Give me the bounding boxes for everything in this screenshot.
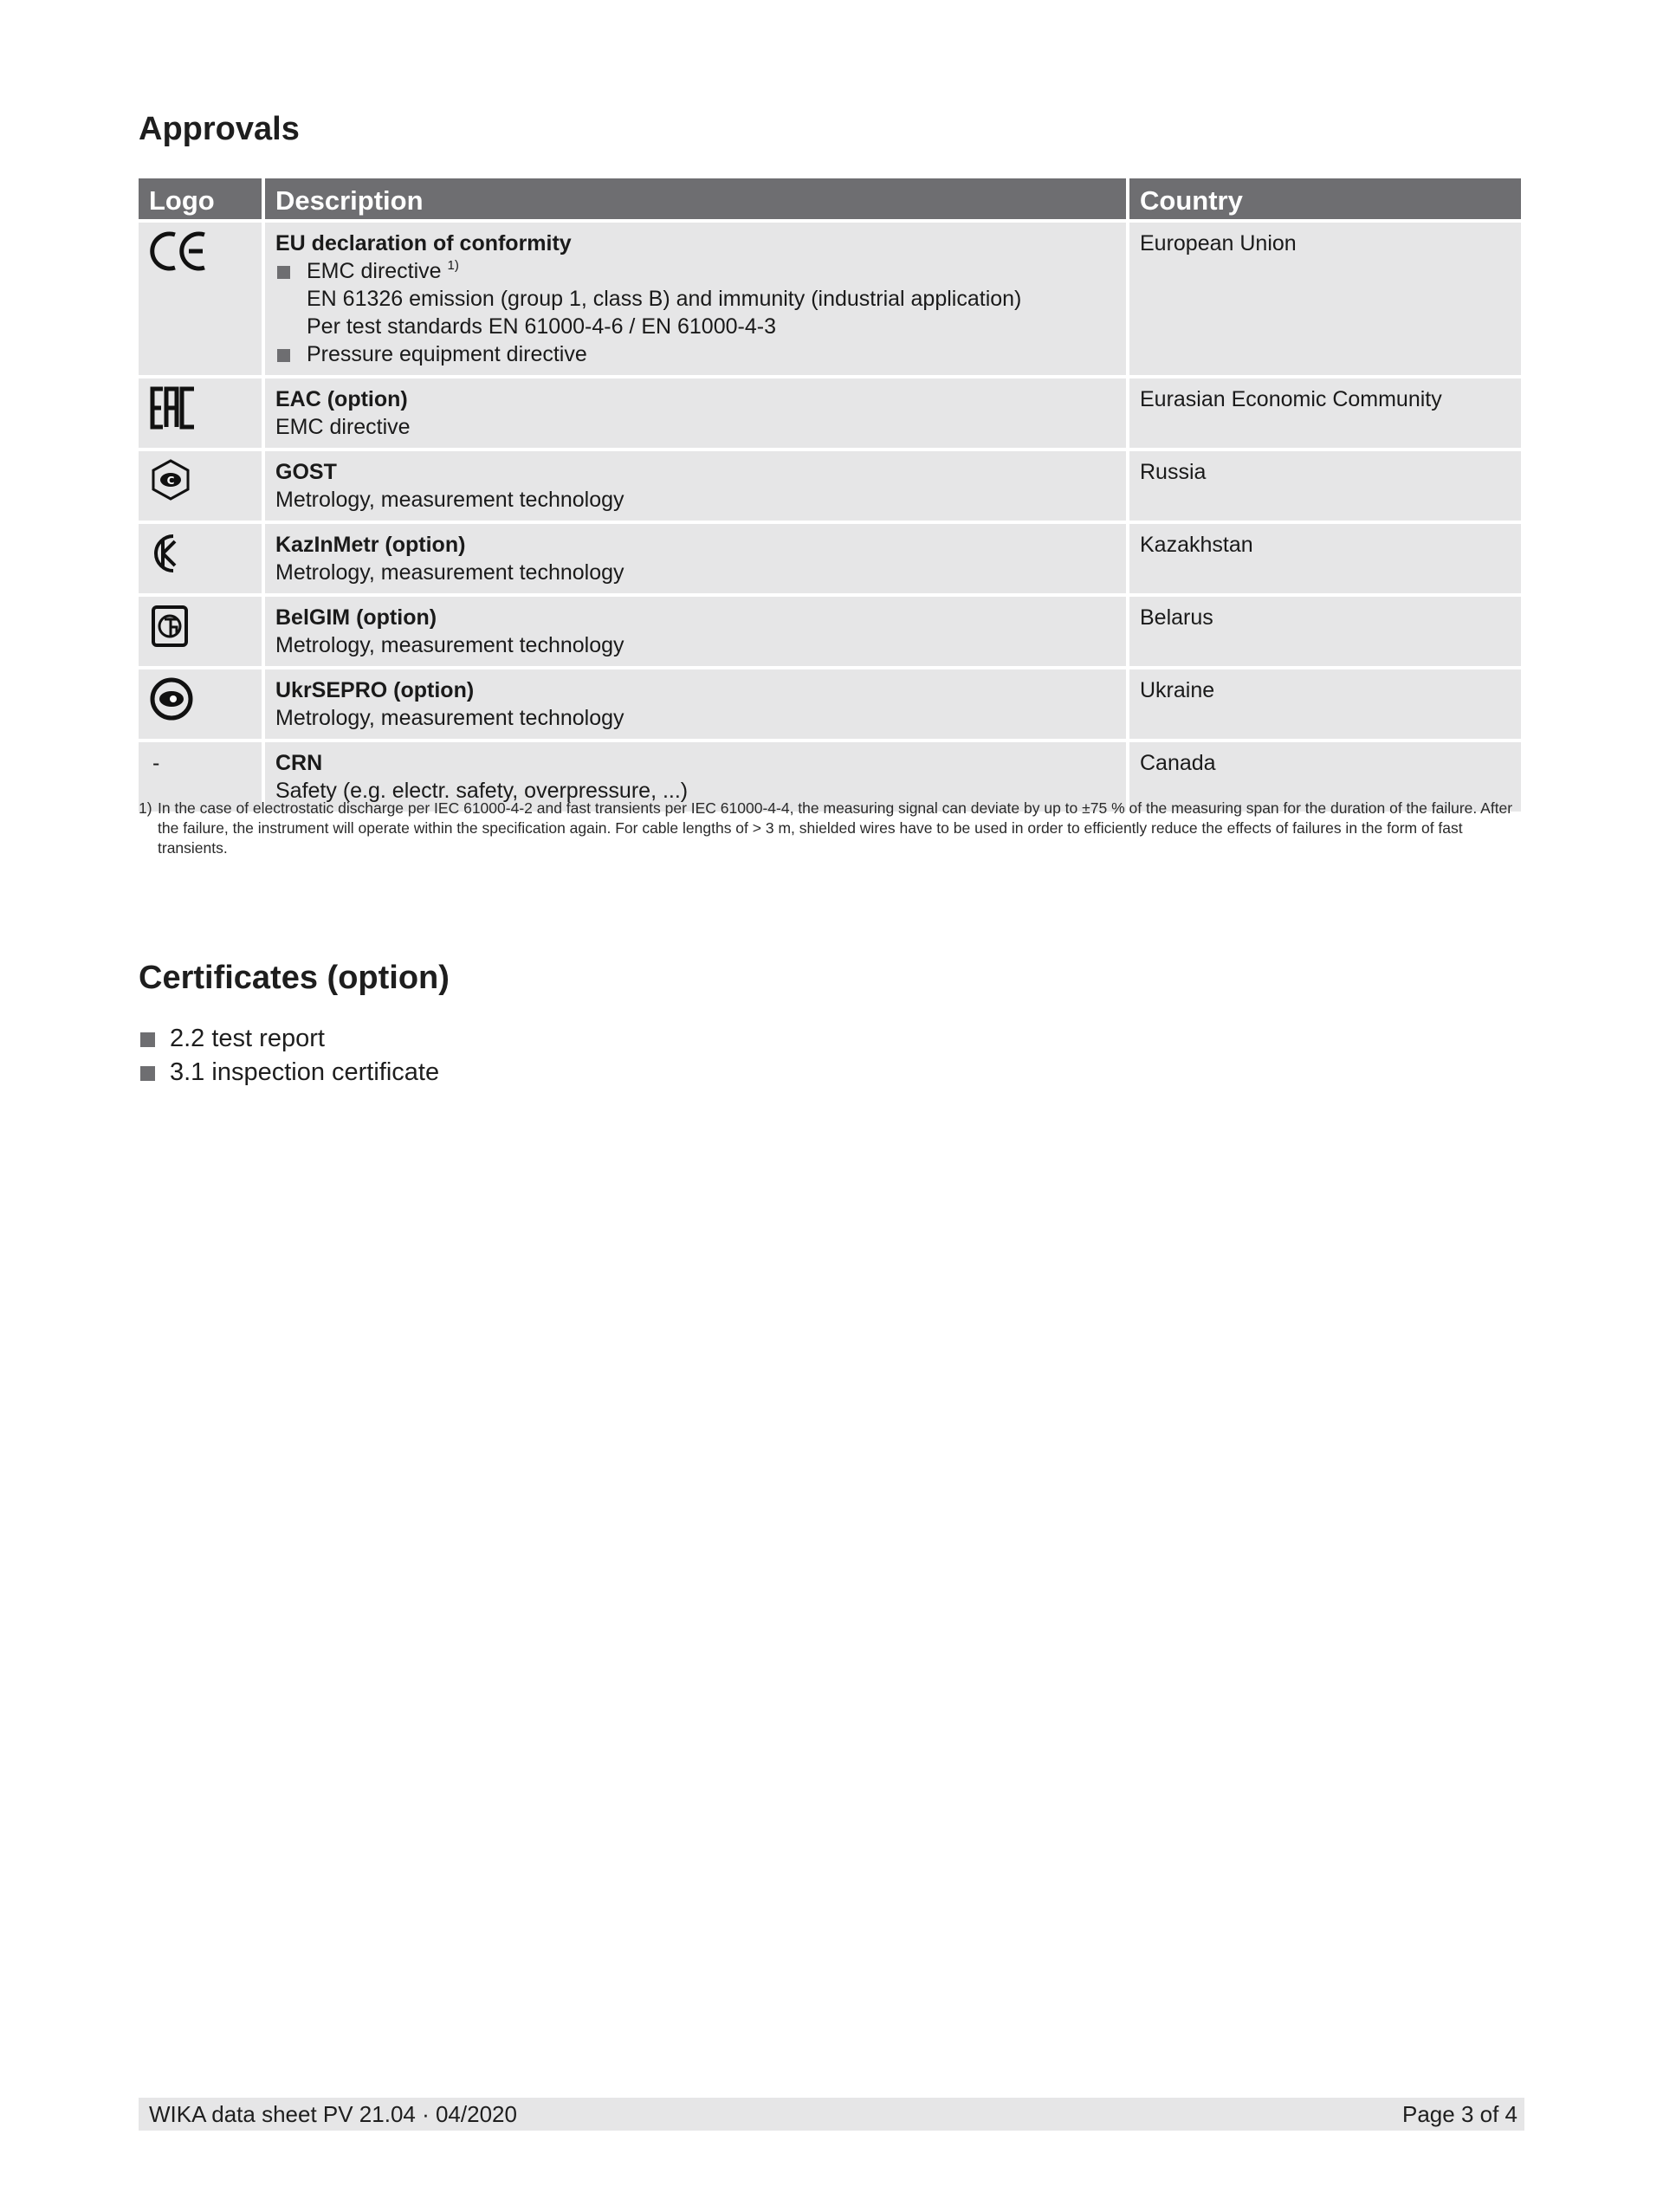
description-text: Metrology, measurement technology — [275, 488, 624, 512]
description-text: Metrology, measurement technology — [275, 706, 624, 730]
list-item — [275, 257, 1116, 285]
svg-text:C: C — [166, 475, 175, 487]
logo-cell — [139, 378, 262, 448]
belgim-mark-icon — [149, 604, 192, 649]
list-item — [139, 1056, 439, 1090]
ce-mark-icon — [149, 230, 210, 273]
description-text: Safety (e.g. electr. safety, overpressure, ...) — [275, 779, 689, 803]
footnote-mark: 1) — [139, 799, 152, 817]
country-cell: Canada — [1129, 742, 1521, 812]
description-text: Metrology, measurement technology — [275, 560, 624, 585]
description-cell — [265, 451, 1126, 521]
footer-document-id: WIKA data sheet PV 21.04 · 04/2020 — [149, 2101, 517, 2127]
column-header-description: Description — [265, 178, 1126, 219]
country-cell: Belarus — [1129, 597, 1521, 666]
footnote — [139, 799, 1524, 858]
description-text: EMC directive — [307, 259, 442, 283]
country-cell: Kazakhstan — [1129, 524, 1521, 593]
list-item — [275, 340, 1116, 368]
column-header-country: Country — [1129, 178, 1521, 219]
bullet-square-icon — [140, 1032, 155, 1047]
ukrsepro-mark-icon — [149, 676, 194, 721]
table-row — [139, 451, 1521, 521]
description-text: EMC directive — [275, 415, 411, 439]
table-row — [139, 524, 1521, 593]
description-title: CRN — [275, 751, 323, 775]
table-row — [139, 378, 1521, 448]
bullet-square-icon — [277, 266, 290, 279]
country-cell: Eurasian Economic Community — [1129, 378, 1521, 448]
description-cell — [265, 524, 1126, 593]
description-cell — [265, 378, 1126, 448]
logo-placeholder: - — [152, 751, 160, 775]
description-cell — [265, 669, 1126, 739]
description-text: EN 61326 emission (group 1, class B) and immunity (industrial application) — [307, 287, 1022, 311]
kazinmetr-mark-icon — [149, 531, 192, 576]
bullet-square-icon — [277, 349, 290, 362]
description-text: Pressure equipment directive — [307, 342, 587, 366]
logo-cell — [139, 597, 262, 666]
table-row — [139, 669, 1521, 739]
description-cell — [265, 597, 1126, 666]
approvals-table — [135, 175, 1524, 815]
logo-cell — [139, 223, 262, 375]
description-text: Metrology, measurement technology — [275, 633, 624, 657]
logo-cell — [139, 524, 262, 593]
bullet-square-icon — [140, 1066, 155, 1081]
column-header-logo: Logo — [139, 178, 262, 219]
country-cell: European Union — [1129, 223, 1521, 375]
description-cell — [265, 223, 1126, 375]
list-item — [139, 1022, 439, 1056]
eac-mark-icon — [149, 385, 197, 430]
description-title: UkrSEPRO (option) — [275, 678, 475, 702]
description-title: KazInMetr (option) — [275, 533, 466, 557]
description-title: EAC (option) — [275, 387, 408, 411]
certificates-heading: Certificates (option) — [139, 960, 450, 996]
description-title: GOST — [275, 460, 337, 484]
footnote-reference: 1) — [447, 258, 459, 273]
logo-cell — [139, 451, 262, 521]
country-cell: Ukraine — [1129, 669, 1521, 739]
description-title: EU declaration of conformity — [275, 231, 572, 255]
description-title: BelGIM (option) — [275, 605, 437, 630]
footnote-text: In the case of electrostatic discharge per IEC 61000-4-2 and fast transients per IEC 61000-4-4, the measuring signal can deviate by up to ±75 % of the measuring span for the duration of the failure. After the failure, the instrument will operate within the specification again. For cable lengths of > 3 m, shielded wires have to be used in order to efficiently reduce the effects of failures in the form of fast transients. — [158, 799, 1513, 857]
logo-cell — [139, 669, 262, 739]
table-row — [139, 597, 1521, 666]
certificates-list — [139, 1022, 439, 1090]
footer-page-number: Page 3 of 4 — [1402, 2101, 1517, 2127]
certificate-label: 3.1 inspection certificate — [170, 1058, 440, 1086]
page-footer — [139, 2098, 1524, 2131]
country-cell: Russia — [1129, 451, 1521, 521]
table-row — [139, 223, 1521, 375]
certificate-label: 2.2 test report — [170, 1025, 325, 1052]
approvals-heading: Approvals — [139, 111, 300, 147]
gost-mark-icon — [149, 458, 192, 501]
table-header-row — [139, 178, 1521, 219]
description-text: Per test standards EN 61000-4-6 / EN 61000-4-3 — [307, 314, 776, 339]
